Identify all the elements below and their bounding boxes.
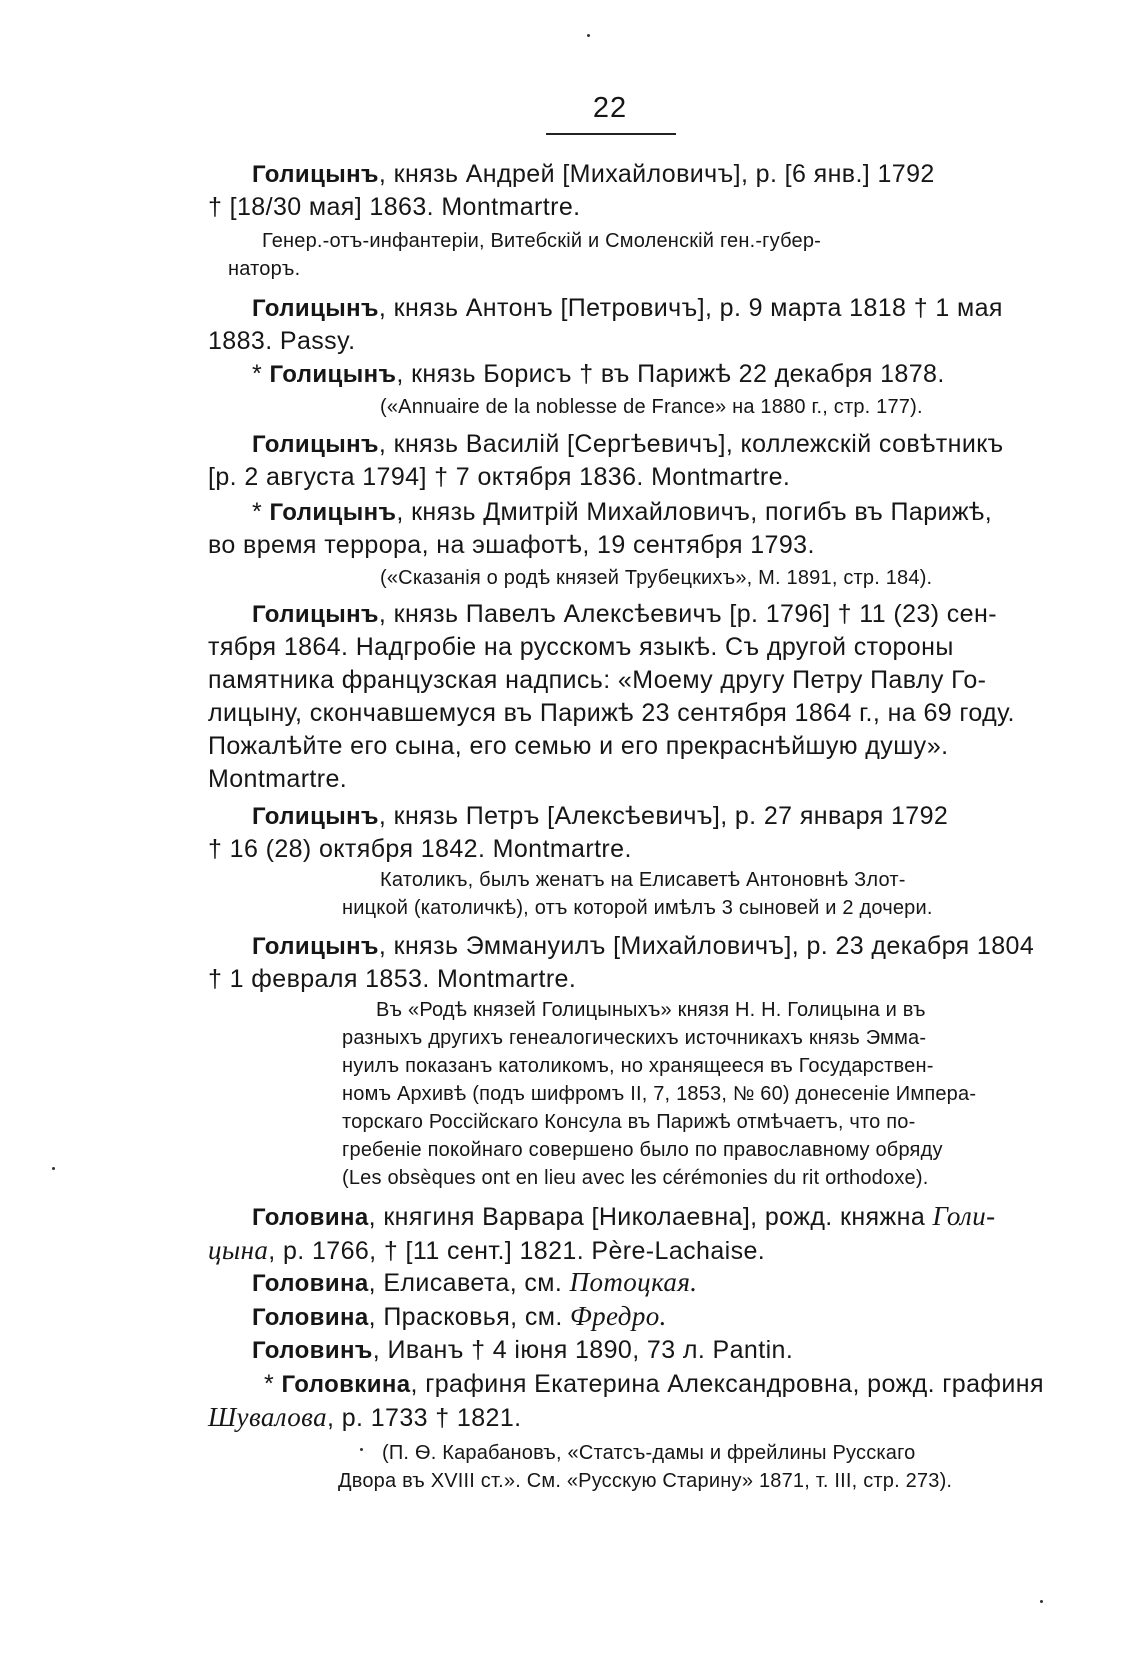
entry-name: Голицынъ [252, 295, 379, 322]
entry-name: Голицынъ [252, 933, 379, 960]
entry-source: («Annuaire de la noblesse de France» на 1880 г., стр. 177). [380, 396, 923, 418]
entry-note: нуилъ показанъ католикомъ, но хранящееся въ Государствен- [342, 1055, 934, 1077]
entry-line: † 16 (28) октября 1842. Montmartre. [208, 835, 632, 863]
entry-note: наторъ. [228, 258, 301, 280]
entry-golovina-varvara [208, 1200, 1008, 1268]
entry-name: Голицынъ [252, 601, 379, 628]
scan-speck [587, 34, 590, 37]
entry-golitsyn-petr [208, 800, 1008, 922]
entry-name: Голицынъ [252, 803, 379, 830]
entry-golovina-praskovia [208, 1300, 1008, 1334]
entry-name: Головина [252, 1304, 369, 1331]
entry-golitsyn-anton [208, 292, 1008, 358]
entry-line: Головинъ, Иванъ † 4 іюня 1890, 73 л. Pantin. [252, 1336, 794, 1364]
entry-line: Голицынъ, князь Эммануилъ [Михайловичъ], р. 23 декабря 1804 [252, 932, 1035, 960]
entry-line: Голицынъ, князь Павелъ Алексѣевичъ [р. 1796] † 11 (23) сен- [252, 600, 997, 628]
entry-golitsyn-pavel [208, 598, 1015, 796]
entry-golovkina-ekaterina [208, 1368, 1044, 1495]
entry-line: 1883. Passy. [208, 327, 356, 355]
entry-name: Голицынъ [269, 499, 397, 526]
entry-golitsyn-vasilii [208, 428, 1008, 494]
entry-name: Голицынъ [252, 161, 379, 188]
entry-line: тября 1864. Надгробіе на русскомъ языкѣ. Съ другой стороны [208, 633, 954, 661]
entry-line: Шувалова, р. 1733 † 1821. [208, 1402, 522, 1432]
entry-golitsyn-dmitrii [208, 496, 1008, 592]
entry-name: Головинъ [252, 1337, 373, 1364]
entry-golitsyn-boris [208, 358, 1008, 421]
entry-line: Пожалѣйте его сына, его семью и его прекраснѣйшую душу». [208, 732, 949, 760]
entry-golitsyn-andrei [208, 158, 1008, 283]
entry-note: ницкой (католичкѣ), отъ которой имѣлъ 3 сыновей и 2 дочери. [342, 897, 933, 919]
entry-line: во время террора, на эшафотѣ, 19 сентября 1793. [208, 531, 815, 559]
entry-note: Въ «Родѣ князей Голицыныхъ» князя Н. Н. Голицына и въ [376, 999, 926, 1021]
entry-note: (П. Ѳ. Карабановъ, «Статсъ-дамы и фрейлины Русскаго [382, 1442, 916, 1464]
entry-line: [р. 2 августа 1794] † 7 октября 1836. Montmartre. [208, 463, 791, 491]
entry-source: («Сказанія о родѣ князей Трубецкихъ», М. 1891, стр. 184). [380, 567, 933, 589]
entry-line: Montmartre. [208, 765, 348, 793]
entry-golovin-ivan [208, 1334, 1008, 1367]
entry-line: * Голицынъ, князь Дмитрій Михайловичъ, погибъ въ Парижѣ, [252, 498, 993, 526]
entry-name: Головкина [281, 1371, 411, 1398]
page-number-rule [546, 133, 676, 135]
entry-line: † 1 февраля 1853. Montmartre. [208, 965, 577, 993]
entry-line: Головина, Прасковья, см. Фредро. [252, 1301, 667, 1331]
entry-line: * Головкина, графиня Екатерина Александровна, рожд. графиня [264, 1370, 1044, 1398]
entry-line: Головина, Елисавета, см. Потоцкая. [252, 1267, 698, 1297]
entry-cross-reference: Фредро. [570, 1301, 667, 1331]
entry-line: цына, р. 1766, † [11 сент.] 1821. Père-Lachaise. [208, 1235, 766, 1265]
entry-note: гребеніе покойнаго совершено было по православному обряду [342, 1139, 943, 1161]
entry-name: Головина [252, 1204, 369, 1231]
entry-cross-reference: цына [208, 1235, 269, 1265]
entry-line: Головина, княгиня Варвара [Николаевна], рожд. княжна Голи- [252, 1201, 996, 1231]
entry-line: Голицынъ, князь Антонъ [Петровичъ], р. 9 марта 1818 † 1 мая [252, 294, 1003, 322]
entry-cross-reference: Шувалова [208, 1402, 328, 1432]
entry-note: Католикъ, былъ женатъ на Елисаветѣ Антоновнѣ Злот- [380, 869, 906, 891]
entry-note: разныхъ другихъ генеалогическихъ источникахъ князь Эмма- [342, 1027, 927, 1049]
entry-note: (Les obsèques ont en lieu avec les cérémonies du rit orthodoxe). [342, 1167, 929, 1189]
entry-name: Голицынъ [269, 361, 397, 388]
entry-line: Голицынъ, князь Василій [Сергѣевичъ], коллежскій совѣтникъ [252, 430, 1004, 458]
entry-line: * Голицынъ, князь Борисъ † въ Парижѣ 22 декабря 1878. [252, 360, 945, 388]
entry-name: Голицынъ [252, 431, 379, 458]
entry-line: лицыну, скончавшемуся въ Парижѣ 23 сентября 1864 г., на 69 году. [208, 699, 1015, 727]
entry-note: номъ Архивѣ (подъ шифромъ II, 7, 1853, № 60) донесеніе Импера- [342, 1083, 977, 1105]
entry-line: Голицынъ, князь Петръ [Алексѣевичъ], р. 27 января 1792 [252, 802, 949, 830]
scan-speck [1040, 1600, 1043, 1603]
scan-speck [52, 1167, 55, 1170]
entry-line: † [18/30 мая] 1863. Montmartre. [208, 193, 581, 221]
entry-golovina-elisaveta [208, 1266, 1008, 1300]
entry-note: торскаго Россійскаго Консула въ Парижѣ отмѣчаетъ, что по- [342, 1111, 916, 1133]
page-number: 22 [592, 92, 628, 124]
entry-golitsyn-emmanuil [208, 930, 1035, 1192]
entry-cross-reference: Потоцкая. [569, 1267, 698, 1297]
entry-cross-reference: Голи- [932, 1201, 996, 1231]
entry-line: Голицынъ, князь Андрей [Михайловичъ], р. [6 янв.] 1792 [252, 160, 935, 188]
entry-note: Генер.-отъ-инфантеріи, Витебскій и Смоленскій ген.-губер- [262, 230, 822, 252]
entry-note: Двора въ XVIII ст.». См. «Русскую Старину» 1871, т. III, стр. 273). [338, 1470, 953, 1492]
entry-name: Головина [252, 1270, 369, 1297]
entry-line: памятника французская надпись: «Моему другу Петру Павлу Го- [208, 666, 987, 694]
